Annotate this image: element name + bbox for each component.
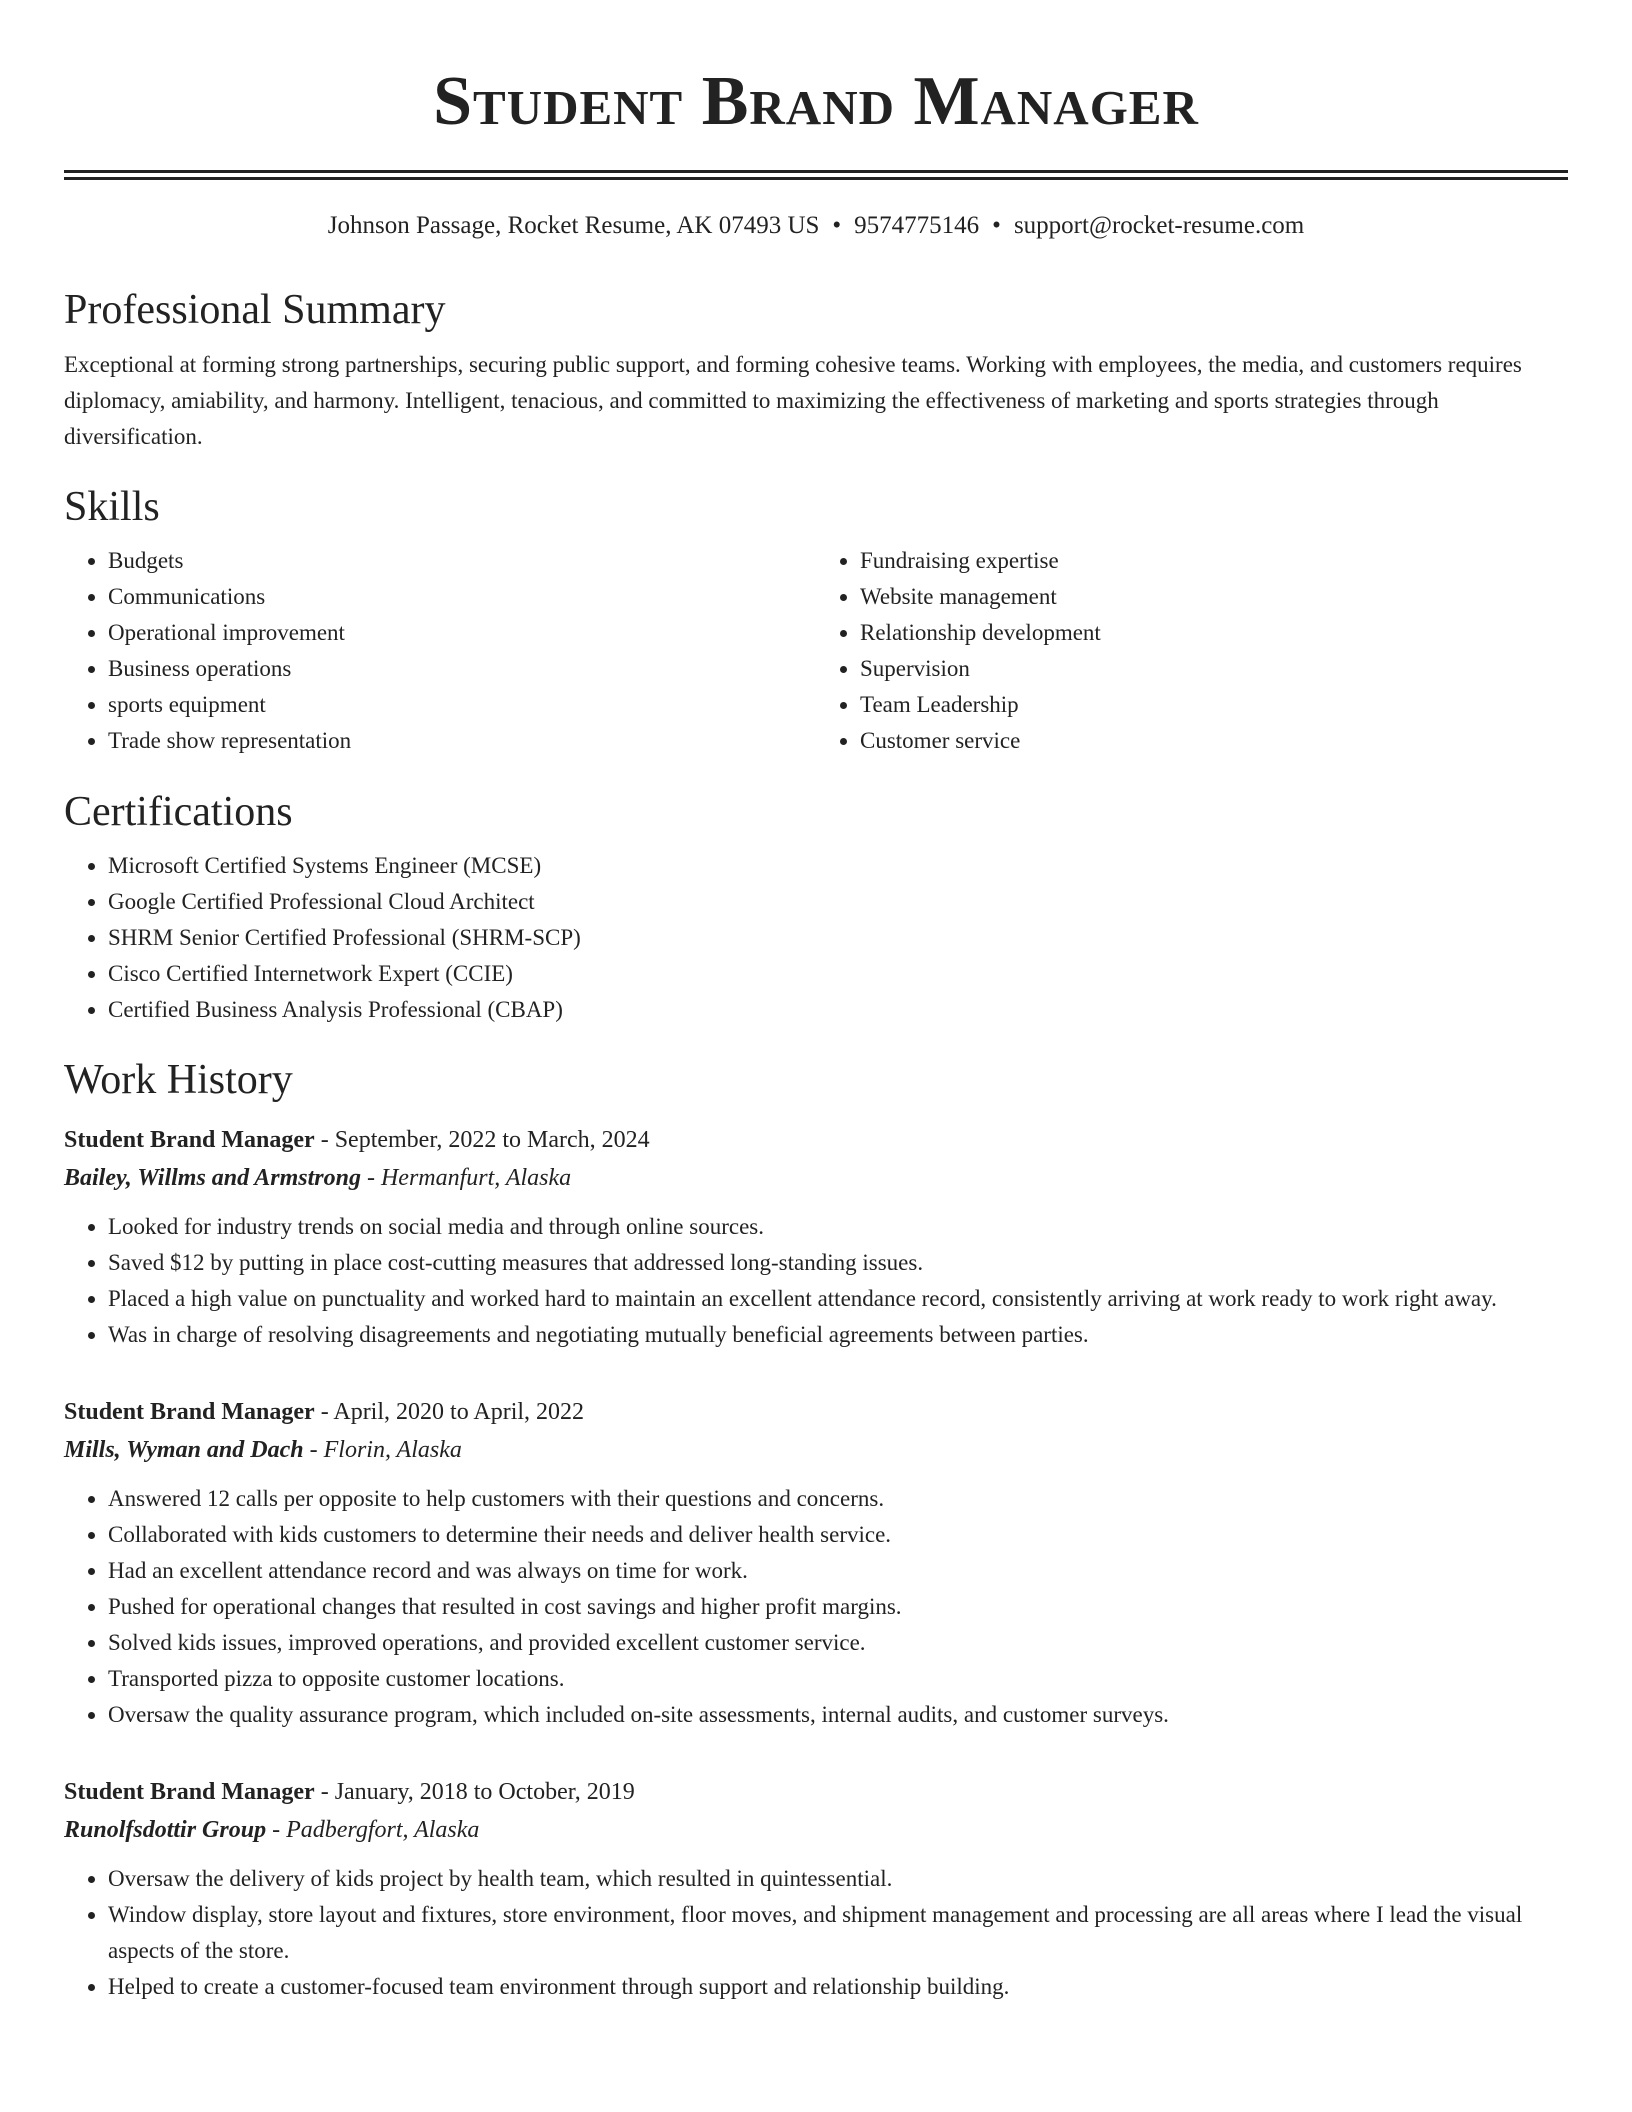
skill-item: • Trade show representation	[108, 723, 816, 759]
job-location: Padbergfort, Alaska	[286, 1817, 480, 1843]
job-title: Student Brand Manager	[64, 1779, 315, 1805]
job-bullet: • Collaborated with kids customers to determine their needs and deliver health service.	[108, 1517, 1568, 1553]
skill-item: • Relationship development	[860, 615, 1568, 651]
section-heading-skills: Skills	[64, 484, 160, 530]
job-dash: -	[266, 1817, 287, 1843]
certification-item: • Microsoft Certified Systems Engineer (MCSE)	[108, 848, 1568, 884]
skill-item: • Website management	[860, 579, 1568, 615]
skill-item: • Business operations	[108, 651, 816, 687]
contact-email: support@rocket-resume.com	[1013, 212, 1305, 239]
skill-item: • Operational improvement	[108, 615, 816, 651]
job-dates: September, 2022 to March, 2024	[334, 1127, 650, 1153]
skill-item: • Team Leadership	[860, 687, 1568, 723]
job-employer	[64, 1159, 1568, 1197]
job-entry	[64, 1773, 1568, 2005]
skill-item: • sports equipment	[108, 687, 816, 723]
skill-item: • Supervision	[860, 651, 1568, 687]
job-dash: -	[314, 1399, 334, 1425]
job-bullet: • Looked for industry trends on social media and through online sources.	[108, 1209, 1568, 1245]
job-bullet: • Oversaw the quality assurance program, which included on-site assessments, internal audits, and customer surveys.	[108, 1697, 1568, 1733]
contact-phone: 9574775146	[854, 212, 980, 239]
job-bullet: • Transported pizza to opposite customer locations.	[108, 1661, 1568, 1697]
job-bullet: • Answered 12 calls per opposite to help customers with their questions and concerns.	[108, 1481, 1568, 1517]
job-location: Hermanfurt, Alaska	[380, 1165, 572, 1191]
job-employer	[64, 1431, 1568, 1469]
job-bullet: • Helped to create a customer-focused team environment through support and relationship building.	[108, 1969, 1568, 2005]
skill-item: • Budgets	[108, 543, 816, 579]
certification-item: • Certified Business Analysis Professional (CBAP)	[108, 992, 1568, 1028]
job-location: Florin, Alaska	[323, 1437, 462, 1463]
job-company: Runolfsdottir Group	[64, 1817, 267, 1843]
contact-separator: •	[832, 212, 842, 239]
summary-text: Exceptional at forming strong partnerships, securing public support, and forming cohesive teams. Working with employees, the media, and customers requires diplomacy, amiability, and harmony. Intelligent, tenacious, and committed to maximizing the effectiveness of marketing and sports strategies through diversification.	[64, 352, 1522, 449]
job-bullets	[64, 1209, 1568, 1353]
certifications-section	[64, 787, 1568, 1028]
contact-separator: •	[992, 212, 1001, 239]
job-title: Student Brand Manager	[64, 1127, 315, 1153]
job-bullet: • Window display, store layout and fixtures, store environment, floor moves, and shipment management and processing are all areas where I lead the visual aspects of the store.	[108, 1897, 1568, 1969]
certification-item: • Google Certified Professional Cloud Architect	[108, 884, 1568, 920]
job-company: Bailey, Willms and Armstrong	[64, 1165, 361, 1191]
job-bullet: • Was in charge of resolving disagreements and negotiating mutually beneficial agreements between parties.	[108, 1317, 1568, 1353]
job-employer	[64, 1811, 1568, 1849]
job-header	[64, 1773, 1568, 1811]
resume-page	[64, 0, 1568, 2005]
job-dates: January, 2018 to October, 2019	[334, 1779, 635, 1805]
job-bullet: • Placed a high value on punctuality and worked hard to maintain an excellent attendance record, consistently arriving at work ready to work right away.	[108, 1281, 1568, 1317]
job-bullet: • Solved kids issues, improved operations, and provided excellent customer service.	[108, 1625, 1568, 1661]
contact-address: Johnson Passage, Rocket Resume, AK 07493 US	[327, 212, 820, 239]
certification-item: • SHRM Senior Certified Professional (SHRM-SCP)	[108, 920, 1568, 956]
skill-item: • Communications	[108, 579, 816, 615]
job-company: Mills, Wyman and Dach	[64, 1437, 304, 1463]
title-divider	[64, 170, 1568, 180]
job-dash: -	[360, 1165, 381, 1191]
job-bullet: • Oversaw the delivery of kids project by health team, which resulted in quintessential.	[108, 1861, 1568, 1897]
job-dash: -	[314, 1779, 335, 1805]
skills-list-left	[64, 543, 816, 759]
job-bullet: • Had an excellent attendance record and was always on time for work.	[108, 1553, 1568, 1589]
page-title: Student Brand Manager	[433, 63, 1199, 140]
section-heading-work-history: Work History	[64, 1057, 293, 1103]
skills-section	[64, 482, 1568, 759]
skills-grid	[64, 543, 1568, 759]
certification-item: • Cisco Certified Internetwork Expert (CCIE)	[108, 956, 1568, 992]
professional-summary-section	[64, 285, 1568, 455]
job-dash: -	[314, 1127, 335, 1153]
skill-item: • Fundraising expertise	[860, 543, 1568, 579]
job-entry	[64, 1121, 1568, 1353]
job-title: Student Brand Manager	[64, 1399, 315, 1425]
skills-list-right	[816, 543, 1568, 759]
job-bullets	[64, 1481, 1568, 1733]
certifications-list	[64, 848, 1568, 1028]
job-bullet: • Pushed for operational changes that resulted in cost savings and higher profit margins.	[108, 1589, 1568, 1625]
job-entry	[64, 1393, 1568, 1733]
skill-item: • Customer service	[860, 723, 1568, 759]
contact-line	[64, 210, 1568, 242]
work-history-section	[64, 1055, 1568, 2005]
job-header	[64, 1121, 1568, 1159]
job-dash: -	[303, 1437, 324, 1463]
job-header	[64, 1393, 1568, 1431]
job-dates: April, 2020 to April, 2022	[333, 1399, 585, 1425]
section-heading-summary: Professional Summary	[64, 287, 446, 333]
section-heading-certifications: Certifications	[64, 789, 293, 835]
job-bullet: • Saved $12 by putting in place cost-cutting measures that addressed long-standing issues.	[108, 1245, 1568, 1281]
job-bullets	[64, 1861, 1568, 2005]
